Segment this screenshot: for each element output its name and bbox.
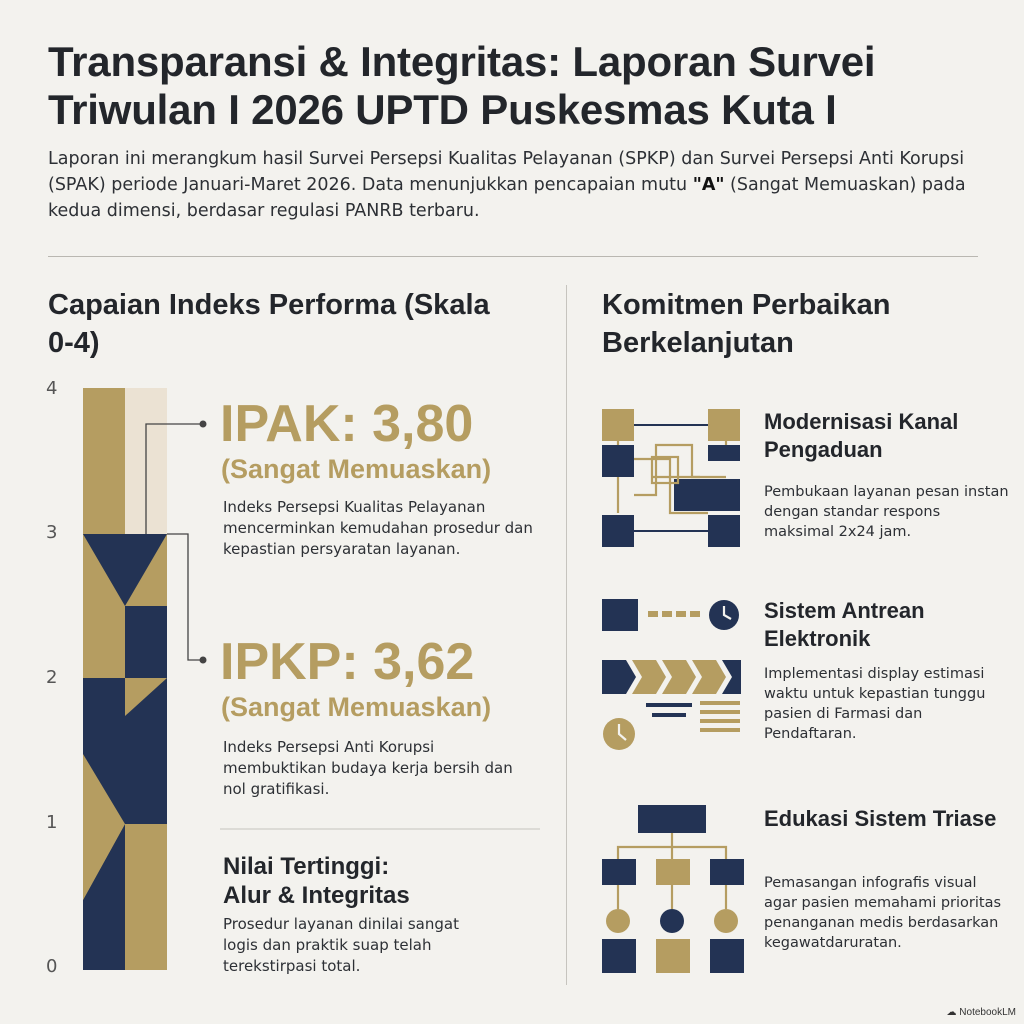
- page-title: Transparansi & Integritas: Laporan Survei Triwulan I 2026 UPTD Puskesmas Kuta I: [48, 38, 876, 133]
- queue-flow-icon: [600, 597, 745, 752]
- ipkp-connector-dot: [200, 657, 207, 664]
- ipkp-rating: (Sangat Memuaskan): [221, 692, 492, 722]
- ipkp-description: Indeks Persepsi Anti Korupsi membuktikan budaya kerja bersih dan nol gratifikasi.: [223, 738, 513, 798]
- hierarchy-tree-icon: [600, 803, 745, 975]
- item-3-title: Edukasi Sistem Triase: [764, 806, 997, 831]
- item-1-description: Pembukaan layanan pesan instan dengan standar respons maksimal 2x24 jam.: [764, 484, 1009, 540]
- ipkp-connector-line: [167, 534, 203, 660]
- item-1-title: Modernisasi Kanal Pengaduan: [764, 409, 959, 462]
- highlight-title-line2: Alur & Integritas: [223, 882, 410, 909]
- intro-paragraph: Laporan ini merangkum hasil Survei Persepsi Kualitas Pelayanan (SPKP) dan Survei Persepsi Anti Korupsi (SPAK) periode Januari-Maret 2026. Data menunjukkan pencapaian mutu "A" (Sangat Memuaskan) pada kedua dimensi, berdasar regulasi PANRB terbaru.: [48, 149, 966, 221]
- highlight-description: Prosedur layanan dinilai sangat logis dan praktik suap telah terekstirpasi total.: [223, 915, 459, 975]
- ipkp-score: IPKP: 3,62: [220, 633, 475, 691]
- item-2-description: Implementasi display estimasi waktu untuk kepastian tunggu pasien di Farmasi dan Pendaftaran.: [764, 666, 986, 742]
- item-2-title: Sistem Antrean Elektronik: [764, 598, 925, 651]
- highlight-title-line1: Nilai Tertinggi:: [223, 853, 390, 880]
- column-divider: [566, 285, 567, 985]
- notebook-icon: ☁: [946, 1007, 957, 1018]
- axis-tick-4: 4: [46, 378, 58, 399]
- ipak-score: IPAK: 3,80: [220, 395, 474, 453]
- axis-tick-1: 1: [46, 812, 58, 833]
- axis-tick-0: 0: [46, 956, 58, 977]
- network-grid-icon: [600, 405, 745, 550]
- performance-section-title: Capaian Indeks Performa (Skala 0-4): [48, 289, 490, 359]
- gauge-pattern-bottom-gold: [125, 824, 167, 970]
- ipak-rating: (Sangat Memuaskan): [221, 454, 492, 484]
- item-3-description: Pemasangan infografis visual agar pasien memahami prioritas penanganan medis berdasarkan kegawatdaruratan.: [764, 875, 1002, 951]
- commitment-section-title: Komitmen Perbaikan Berkelanjutan: [602, 289, 891, 359]
- ipak-connector-dot: [200, 421, 207, 428]
- grade-highlight: "A": [692, 175, 725, 195]
- axis-tick-3: 3: [46, 522, 58, 543]
- ipak-description: Indeks Persepsi Kualitas Pelayanan mencerminkan kemudahan prosedur dan kepastian persyaratan layanan.: [223, 498, 533, 558]
- credit-label: ☁ NotebookLM: [946, 1007, 1016, 1018]
- axis-tick-2: 2: [46, 667, 58, 688]
